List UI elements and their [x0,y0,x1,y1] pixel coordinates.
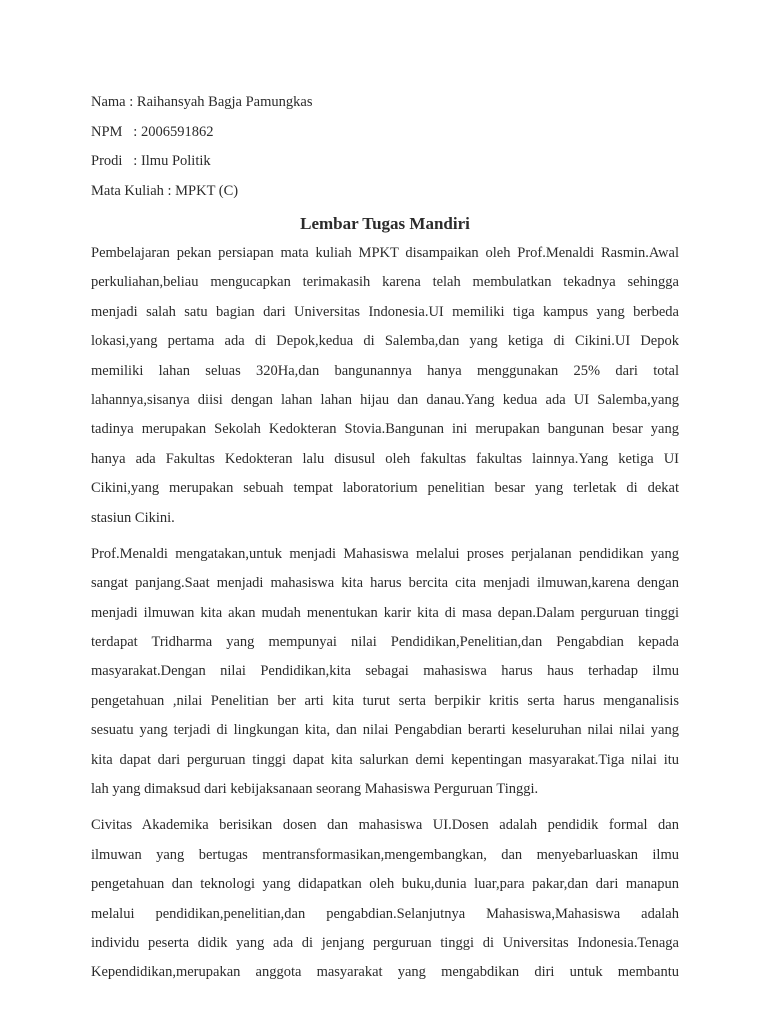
text-line: hanya ada Fakultas Kedokteran lalu disusul oleh fakultas fakultas lainnya.Yang ketiga UI [91,450,679,467]
text-line: masyarakat.Dengan nilai Pendidikan,kita sebagai mahasiswa harus haus terhadap ilmu [91,663,679,680]
text-line: tadinya merupakan Sekolah Kedokteran Stovia.Bangunan ini merupakan bangunan besar yang [91,421,679,438]
text-line: Prof.Menaldi mengatakan,untuk menjadi Mahasiswa melalui proses perjalanan pendidikan yang [91,545,679,562]
text-line: Pembelajaran pekan persiapan mata kuliah MPKT disampaikan oleh Prof.Menaldi Rasmin.Awal [91,245,679,261]
course-name: Mata Kuliah : MPKT (C) [91,182,239,199]
paragraph [91,239,679,533]
text-line: menjadi salah satu bagian dari Universitas Indonesia.UI memiliki tiga kampus yang berbeda [91,303,679,320]
text-line: lah yang dimaksud dari kebijaksanaan seorang Mahasiswa Perguruan Tinggi. [91,781,539,798]
text-line: memiliki lahan seluas 320Ha,dan bangunannya hanya menggunakan 25% dari total [91,362,679,379]
student-name: Nama : Raihansyah Bagja Pamungkas [91,94,313,110]
text-line: kita dapat dari perguruan tinggi dapat kita salurkan demi kepentingan masyarakat.Tiga nilai itu [91,751,679,768]
text-line: lokasi,yang pertama ada di Depok,kedua di Salemba,dan yang ketiga di Cikini.UI Depok [91,333,679,350]
student-npm: NPM : 2006591862 [91,123,214,140]
text-line: melalui pendidikan,penelitian,dan pengabdian.Selanjutnya Mahasiswa,Mahasiswa adalah [91,905,679,922]
text-line: terdapat Tridharma yang mempunyai nilai Pendidikan,Penelitian,dan Pengabdian kepada [91,634,679,651]
text-line: perkuliahan,beliau mengucapkan terimakasih karena telah membulatkan tekadnya sehingga [91,274,679,291]
study-program: Prodi : Ilmu Politik [91,153,211,169]
text-line: pengetahuan dan teknologi yang didapatkan oleh buku,dunia luar,para pakar,dan dari manapun [91,876,679,893]
document-body [91,239,679,988]
text-line: lahannya,sisanya diisi dengan lahan lahan hijau dan danau.Yang kedua ada UI Salemba,yang [91,391,679,408]
text-line: sangat panjang.Saat menjadi mahasiswa kita harus bercita cita menjadi ilmuwan,karena dengan [91,575,679,592]
text-line: pengetahuan ,nilai Penelitian ber arti kita turut serta berpikir kritis serta harus menganalisis [91,692,679,709]
text-line: Civitas Akademika berisikan dosen dan mahasiswa UI.Dosen adalah pendidik formal dan [91,817,679,834]
text-line: menjadi ilmuwan kita akan mudah menentukan karir kita di masa depan.Dalam perguruan tinggi [91,604,679,621]
document-page [91,88,679,995]
text-line: stasiun Cikini. [91,509,175,526]
document-title: Lembar Tugas Mandiri [300,214,470,233]
text-line: Cikini,yang merupakan sebuah tempat laboratorium penelitian besar yang terletak di dekat [91,480,679,497]
paragraph [91,540,679,805]
text-line: ilmuwan yang bertugas mentransformasikan,mengembangkan, dan menyebarluaskan ilmu [91,846,679,863]
text-line: individu peserta didik yang ada di jenjang perguruan tinggi di Universitas Indonesia.Tenaga [91,934,679,951]
text-line: Kependidikan,merupakan anggota masyarakat yang mengabdikan diri untuk membantu [91,964,679,981]
paragraph [91,811,679,987]
text-line: sesuatu yang terjadi di lingkungan kita, dan nilai Pengabdian berarti keseluruhan nilai nilai yang [91,722,679,739]
